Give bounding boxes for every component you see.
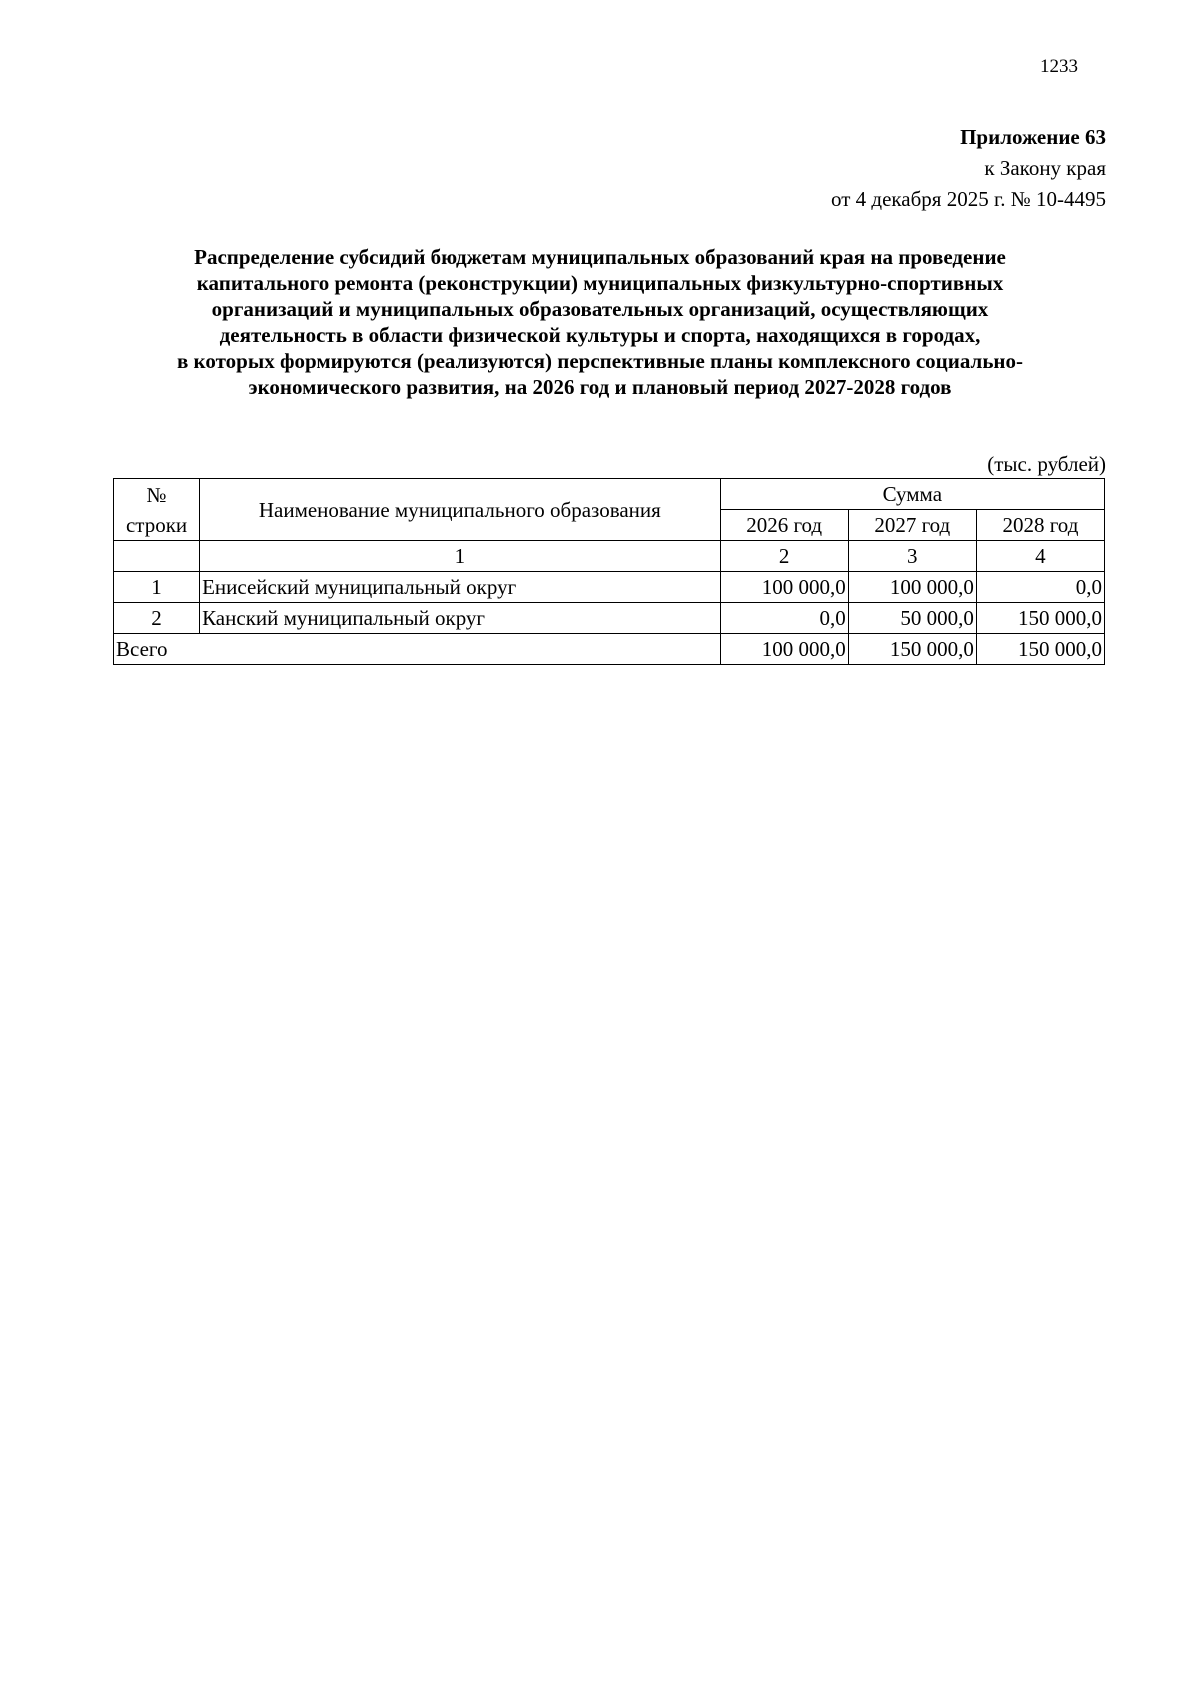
value-2026: 100 000,0 bbox=[720, 572, 848, 603]
column-number-cell: 2 bbox=[720, 541, 848, 572]
column-number-cell: 3 bbox=[848, 541, 976, 572]
document-title bbox=[100, 244, 1100, 400]
header-sum: Сумма bbox=[720, 479, 1104, 510]
header-municipality-name: Наименование муниципального образования bbox=[200, 479, 721, 541]
value-2028: 150 000,0 bbox=[976, 603, 1104, 634]
municipality-name: Канский муниципальный округ bbox=[200, 603, 721, 634]
header-row-number bbox=[114, 479, 200, 541]
total-row bbox=[114, 634, 1105, 665]
document-title-line: в которых формируются (реализуются) перспективные планы комплексного социально- bbox=[176, 349, 1024, 373]
document-title-line: деятельность в области физической культуры и спорта, находящихся в городах, bbox=[219, 323, 981, 347]
document-title-line: Распределение субсидий бюджетам муниципальных образований края на проведение bbox=[194, 245, 1006, 269]
column-number-row bbox=[114, 541, 1105, 572]
total-2026: 100 000,0 bbox=[720, 634, 848, 665]
page-number: 1233 bbox=[1040, 56, 1078, 77]
value-2027: 100 000,0 bbox=[848, 572, 976, 603]
row-number: 1 bbox=[114, 572, 200, 603]
column-number-cell: 1 bbox=[200, 541, 721, 572]
appendix-law-reference: к Закону края bbox=[984, 156, 1106, 180]
municipality-name: Енисейский муниципальный округ bbox=[200, 572, 721, 603]
total-2027: 150 000,0 bbox=[848, 634, 976, 665]
appendix-title: Приложение 63 bbox=[960, 125, 1106, 149]
header-year-2027: 2027 год bbox=[848, 510, 976, 541]
appendix-block bbox=[831, 122, 1106, 215]
header-year-2026: 2026 год bbox=[720, 510, 848, 541]
total-label: Всего bbox=[114, 634, 721, 665]
value-2026: 0,0 bbox=[720, 603, 848, 634]
table-header-row bbox=[114, 479, 1105, 510]
table-row bbox=[114, 572, 1105, 603]
document-title-line: организаций и муниципальных образовательных организаций, осуществляющих bbox=[211, 297, 989, 321]
total-2028: 150 000,0 bbox=[976, 634, 1104, 665]
value-2028: 0,0 bbox=[976, 572, 1104, 603]
document-title-line: капитального ремонта (реконструкции) муниципальных физкультурно-спортивных bbox=[196, 271, 1004, 295]
header-year-2028: 2028 год bbox=[976, 510, 1104, 541]
row-number: 2 bbox=[114, 603, 200, 634]
column-number-cell: 4 bbox=[976, 541, 1104, 572]
appendix-date-number: от 4 декабря 2025 г. № 10-4495 bbox=[831, 187, 1106, 211]
column-number-cell bbox=[114, 541, 200, 572]
document-title-line: экономического развития, на 2026 год и плановый период 2027-2028 годов bbox=[248, 375, 952, 399]
table-row bbox=[114, 603, 1105, 634]
units-label: (тыс. рублей) bbox=[987, 452, 1106, 476]
header-row-number-line2: строки bbox=[125, 512, 188, 537]
subsidy-table bbox=[113, 478, 1105, 665]
value-2027: 50 000,0 bbox=[848, 603, 976, 634]
header-row-number-line1: № bbox=[146, 482, 167, 507]
